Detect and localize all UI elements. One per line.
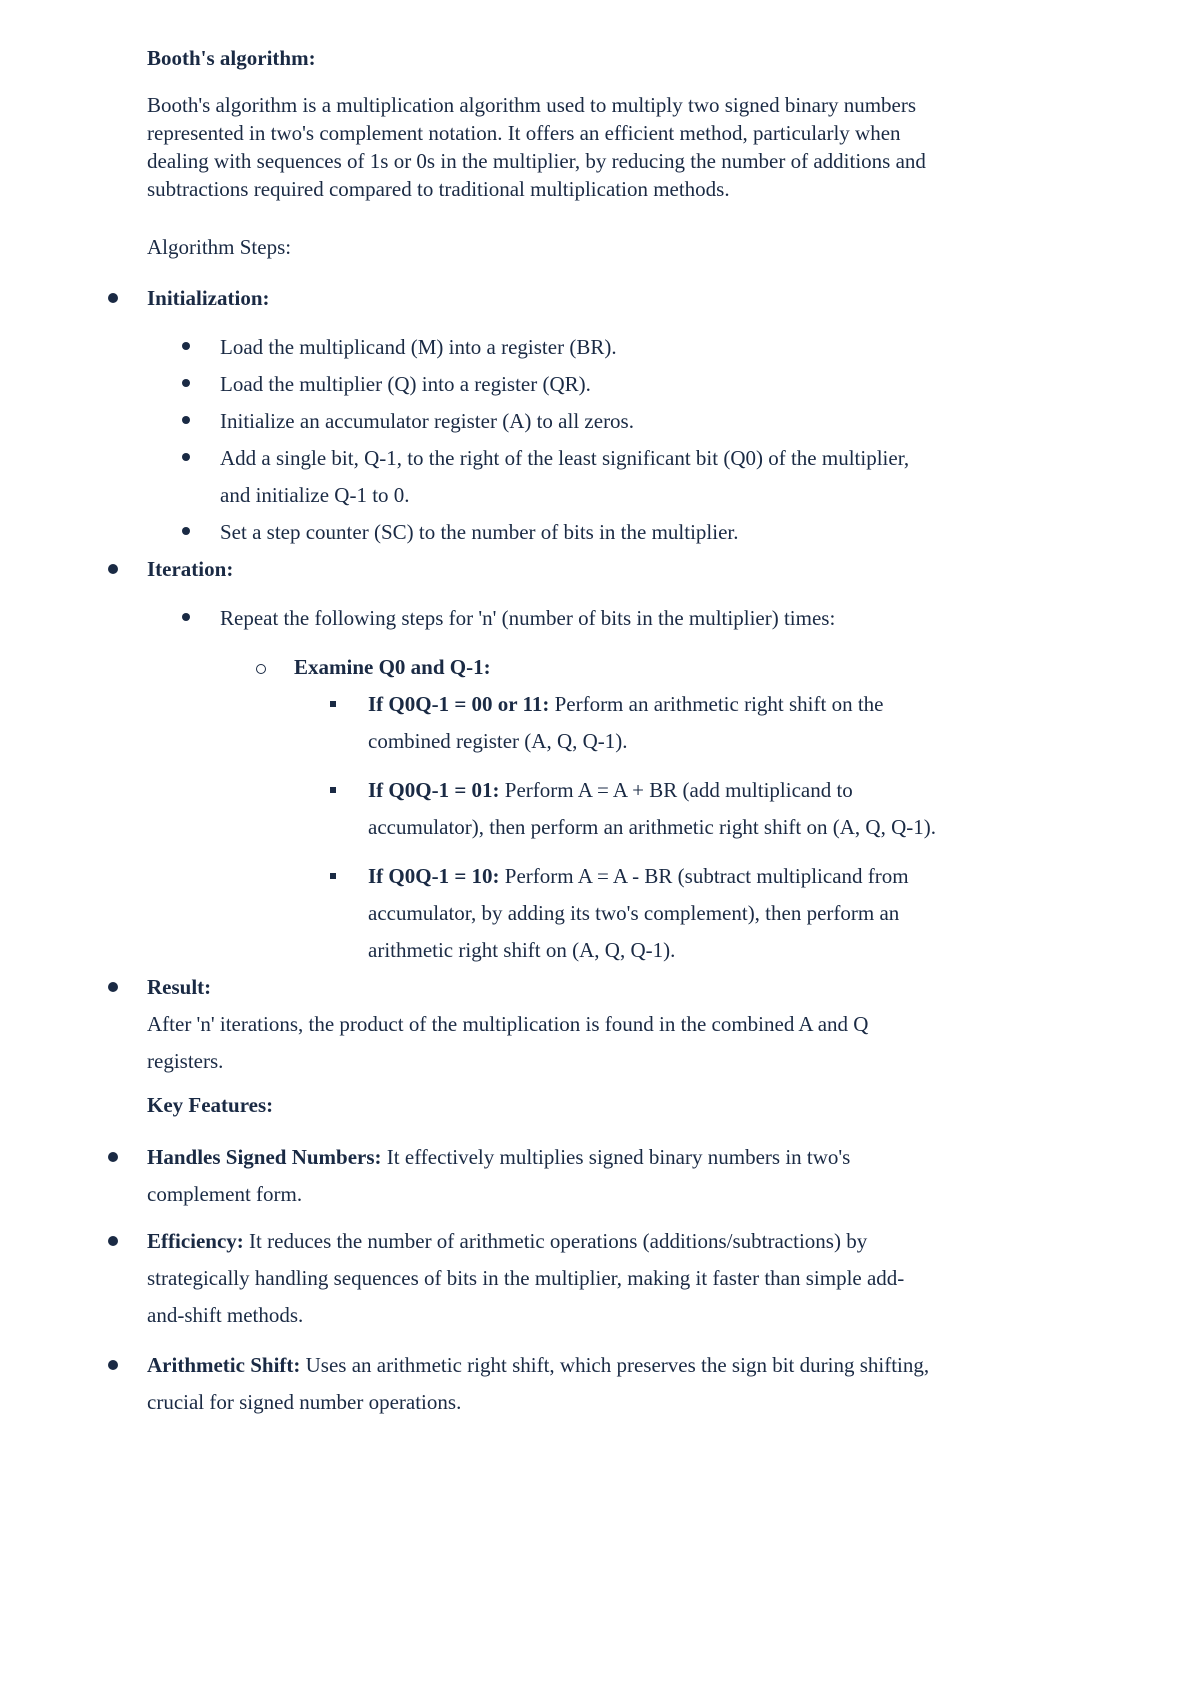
bullet-icon xyxy=(182,453,190,461)
initialization-title: Initialization: xyxy=(147,286,270,310)
circle-bullet-icon xyxy=(256,664,266,674)
bullet-icon xyxy=(182,379,190,387)
case-line xyxy=(368,864,909,889)
bullet-icon xyxy=(182,527,190,535)
case-continuation: accumulator), then perform an arithmetic right shift on (A, Q, Q-1). xyxy=(368,815,936,839)
intro-line: dealing with sequences of 1s or 0s in the multiplier, by reducing the number of additions and xyxy=(147,149,926,173)
square-bullet-icon xyxy=(330,701,336,707)
bullet-icon xyxy=(108,1152,118,1162)
intro-line: Booth's algorithm is a multiplication algorithm used to multiply two signed binary numbers xyxy=(147,93,917,117)
bullet-icon xyxy=(108,293,118,303)
feature-continuation: and-shift methods. xyxy=(147,1303,304,1327)
result-title: Result: xyxy=(147,975,212,999)
result-line: After 'n' iterations, the product of the multiplication is found in the combined A and Q xyxy=(147,1012,869,1036)
feature-continuation: strategically handling sequences of bits in the multiplier, making it faster than simple add- xyxy=(147,1266,905,1290)
feature-text: It reduces the number of arithmetic operations (additions/subtractions) by xyxy=(243,1229,868,1253)
square-bullet-icon xyxy=(330,873,336,879)
feature-line xyxy=(147,1229,867,1254)
case-text: Perform an arithmetic right shift on the xyxy=(549,692,884,716)
feature-line xyxy=(147,1353,929,1378)
case-continuation: accumulator, by adding its two's complement), then perform an xyxy=(368,901,900,925)
examine-heading: Examine Q0 and Q-1: xyxy=(294,655,491,679)
case-label: If Q0Q-1 = 10: xyxy=(368,864,500,888)
bullet-icon xyxy=(182,613,190,621)
iteration-title: Iteration: xyxy=(147,557,234,581)
steps-label: Algorithm Steps: xyxy=(147,235,292,259)
bullet-icon xyxy=(108,1236,118,1246)
feature-label: Handles Signed Numbers: xyxy=(147,1145,382,1169)
feature-text: It effectively multiplies signed binary numbers in two's xyxy=(381,1145,851,1169)
case-text: Perform A = A - BR (subtract multiplicand from xyxy=(499,864,909,888)
list-item: Repeat the following steps for 'n' (number of bits in the multiplier) times: xyxy=(220,606,836,630)
list-item: Load the multiplicand (M) into a register (BR). xyxy=(220,335,617,359)
case-label: If Q0Q-1 = 00 or 11: xyxy=(368,692,550,716)
bullet-icon xyxy=(108,564,118,574)
case-continuation: combined register (A, Q, Q-1). xyxy=(368,729,628,753)
result-line: registers. xyxy=(147,1049,224,1073)
list-item-continuation: and initialize Q-1 to 0. xyxy=(220,483,410,507)
feature-continuation: crucial for signed number operations. xyxy=(147,1390,462,1414)
key-features-title: Key Features: xyxy=(147,1093,274,1117)
intro-line: represented in two's complement notation. It offers an efficient method, particularly when xyxy=(147,121,901,145)
case-label: If Q0Q-1 = 01: xyxy=(368,778,500,802)
case-text: Perform A = A + BR (add multiplicand to xyxy=(499,778,853,802)
case-line xyxy=(368,778,853,803)
feature-label: Arithmetic Shift: xyxy=(147,1353,301,1377)
bullet-icon xyxy=(108,1360,118,1370)
intro-line: subtractions required compared to traditional multiplication methods. xyxy=(147,177,730,201)
feature-line xyxy=(147,1145,850,1170)
square-bullet-icon xyxy=(330,787,336,793)
feature-text: Uses an arithmetic right shift, which preserves the sign bit during shifting, xyxy=(300,1353,930,1377)
case-continuation: arithmetic right shift on (A, Q, Q-1). xyxy=(368,938,676,962)
bullet-icon xyxy=(108,982,118,992)
feature-label: Efficiency: xyxy=(147,1229,244,1253)
list-item: Set a step counter (SC) to the number of bits in the multiplier. xyxy=(220,520,739,544)
page-title: Booth's algorithm: xyxy=(147,46,316,70)
list-item: Initialize an accumulator register (A) to all zeros. xyxy=(220,409,634,433)
case-line xyxy=(368,692,884,717)
list-item: Add a single bit, Q-1, to the right of the least significant bit (Q0) of the multiplier, xyxy=(220,446,910,470)
list-item: Load the multiplier (Q) into a register (QR). xyxy=(220,372,591,396)
bullet-icon xyxy=(182,416,190,424)
feature-continuation: complement form. xyxy=(147,1182,303,1206)
bullet-icon xyxy=(182,342,190,350)
